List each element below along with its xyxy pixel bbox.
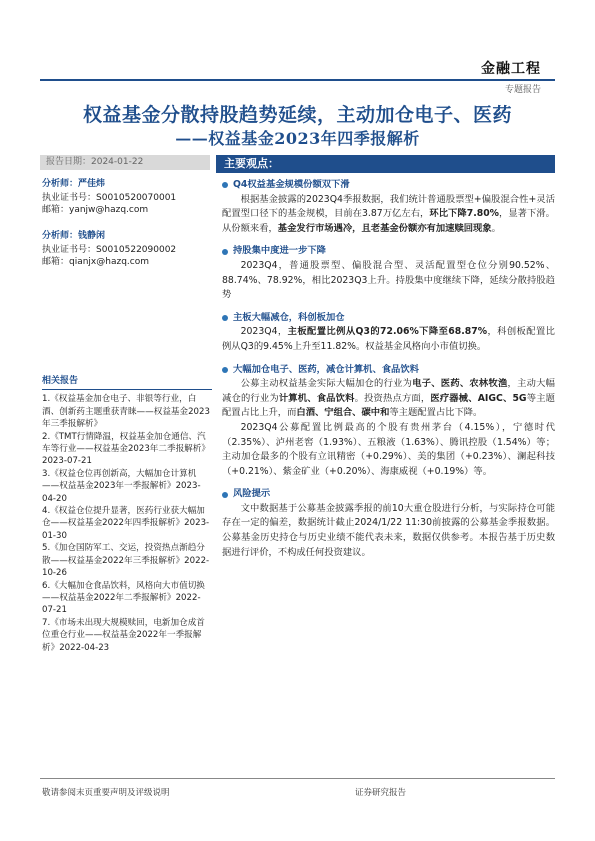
bold-run: 白酒、宁组合、碳中和 xyxy=(296,407,390,419)
text-run: 。 xyxy=(491,222,501,234)
section-paragraph: 2023Q4公募配置比例最高的个股有贵州茅台（4.15%），宁德时代（2.35%）、泸州老窖（1.93%）、五粮液（1.63%）、腾讯控股（1.54%）等；主动加仓最多的个股有立讯精密（+0.29%）、美的集团（+0.23%）、澜起科技（+0.21%）、紫金矿业（+0.20%）、海康威视（+0.19%）等。 xyxy=(222,421,555,477)
section-scale xyxy=(222,178,555,236)
bold-run: 基金发行市场遇冷，且老基金份额亦有加速赎回现象 xyxy=(277,222,492,234)
related-report-item[interactable]: 4.《权益仓位提升显著，医药行业获大幅加仓——权益基金2022年四季报解析》2023-01-30 xyxy=(42,506,210,541)
text-run: ，科创板配置比例从Q3的9.45%上升至11.82%。权益基金风格向小市值切换。 xyxy=(222,326,555,352)
bullet-icon xyxy=(222,492,228,498)
text-run: 2023Q4， xyxy=(240,326,288,338)
footer-label: 证券研究报告 xyxy=(355,788,407,798)
section-paragraph: 2023Q4，普通股票型、偏股混合型、灵活配置型仓位分别90.52%、88.74%、78.92%，相比2023Q3上升。持股集中度继续下降，延续分散持股趋势 xyxy=(222,259,555,301)
section-risk xyxy=(222,487,555,560)
section-paragraph xyxy=(222,325,555,354)
text-run: 公募主动权益基金实际大幅加仓的行业为 xyxy=(240,378,413,390)
analyst-name: 分析师：严佳炜 xyxy=(42,179,106,189)
bold-run: 医疗器械、AIGC、5G xyxy=(430,392,527,404)
section-heading-text: 主板大幅减仓，科创板加仓 xyxy=(233,311,345,323)
section-paragraph: 文中数据基于公募基金披露季报的前10大重仓股进行分析，与实际持仓可能存在一定的偏差，数据统计截止2024/1/22 11:30前披露的公募基金季报数据。公募基金历史持仓与历史业绩不能代表未来，数据仅供参考。本报告基于历史数据进行评价，不构成任何投资建议。 xyxy=(222,502,555,558)
related-report-item[interactable]: 2.《TMT行情降温，权益基金加仓通信、汽车等行业——权益基金2023年二季报解析》2023-07-21 xyxy=(42,431,210,467)
brand-title: 金融工程 xyxy=(481,61,541,77)
section-heading-text: 持股集中度进一步下降 xyxy=(233,245,326,257)
section-heading xyxy=(222,178,555,193)
footer-rule xyxy=(40,778,555,779)
analyst-cert: 执业证书号：S0010520070001 xyxy=(42,193,177,203)
section-board xyxy=(222,311,555,355)
bold-run: 计算机、食品饮料 xyxy=(278,392,355,404)
analyst-email[interactable]: 邮箱：qianjx@hazq.com xyxy=(42,257,149,267)
section-heading-text: 风险提示 xyxy=(233,488,271,500)
text-run: 。投资热点方面， xyxy=(354,392,431,404)
analyst-name: 分析师：钱静闲 xyxy=(42,231,106,241)
bullet-icon xyxy=(222,367,228,373)
key-points-body xyxy=(222,178,555,568)
bullet-icon xyxy=(222,249,228,255)
related-report-item[interactable]: 7.《市场未出现大规模赎回，电新加仓成首位重仓行业——权益基金2022年一季报解析》2022-04-23 xyxy=(42,617,205,653)
analyst-card xyxy=(42,230,212,268)
related-reports-title: 相关报告 xyxy=(42,375,212,390)
related-report-item[interactable]: 6.《大幅加仓食品饮料，风格向大市值切换——权益基金2022年二季报解析》2022-07-21 xyxy=(42,580,205,616)
section-heading-text: Q4权益基金规模份额双下滑 xyxy=(233,179,350,190)
related-reports xyxy=(42,375,212,654)
bullet-icon xyxy=(222,315,228,321)
analyst-cert: 执业证书号：S0010522090002 xyxy=(42,245,177,255)
analyst-email[interactable]: 邮箱：yanjw@hazq.com xyxy=(42,205,149,215)
section-industry xyxy=(222,363,555,480)
text-run: ，显著下滑。从份额来看， xyxy=(222,208,555,234)
related-report-item[interactable]: 3.《权益仓位再创新高，大幅加仓计算机——权益基金2023年一季报解析》2023-04-20 xyxy=(42,468,201,504)
section-heading xyxy=(222,487,555,502)
section-paragraph xyxy=(222,193,555,237)
report-date: 报告日期：2024-01-22 xyxy=(40,155,210,170)
section-heading xyxy=(222,244,555,259)
header-rule xyxy=(40,79,555,81)
analyst-panel xyxy=(42,178,212,282)
section-concentration xyxy=(222,244,555,302)
bold-run: 主板配置比例从Q3的72.06%下降至68.87% xyxy=(287,326,488,338)
related-report-item[interactable]: 5.《加仓国防军工、交运，投资热点渐趋分散——权益基金2022年三季报解析》2022-10-26 xyxy=(42,543,210,579)
bullet-icon xyxy=(222,182,228,188)
doc-type-label: 专题报告 xyxy=(504,85,541,95)
key-points-header: 主要观点： xyxy=(216,155,555,173)
text-run: ，主动大幅减仓的行业为 xyxy=(222,378,555,404)
bold-run: 电子、医药、农林牧渔 xyxy=(412,378,508,390)
section-heading xyxy=(222,363,555,378)
text-run: 等主题配置占比下降。 xyxy=(389,407,483,419)
section-paragraph xyxy=(222,377,555,421)
section-heading-text: 大幅加仓电子、医药，减仓计算机、食品饮料 xyxy=(233,363,419,375)
analyst-card xyxy=(42,178,212,216)
section-heading xyxy=(222,311,555,326)
report-title: 权益基金分散持股趋势延续，主动加仓电子、医药 xyxy=(82,104,512,126)
footer-disclaimer: 敬请参阅末页重要声明及评级说明 xyxy=(42,788,170,798)
bold-run: 环比下降7.80% xyxy=(429,208,499,220)
text-run: 等主题配置占比上升，而 xyxy=(222,392,555,419)
text-run: 根据基金披露的2023Q4季报数据，我们统计普通股票型+偏股混合性+灵活配置型口径下的基金规模，目前在3.87万亿左右， xyxy=(222,193,555,220)
related-report-item[interactable]: 1.《权益基金加仓电子、非银等行业，白酒、创新药主题重获青睐——权益基金2023年三季报解析》 xyxy=(42,394,210,430)
report-subtitle: ——权益基金2023年四季报解析 xyxy=(175,129,420,148)
